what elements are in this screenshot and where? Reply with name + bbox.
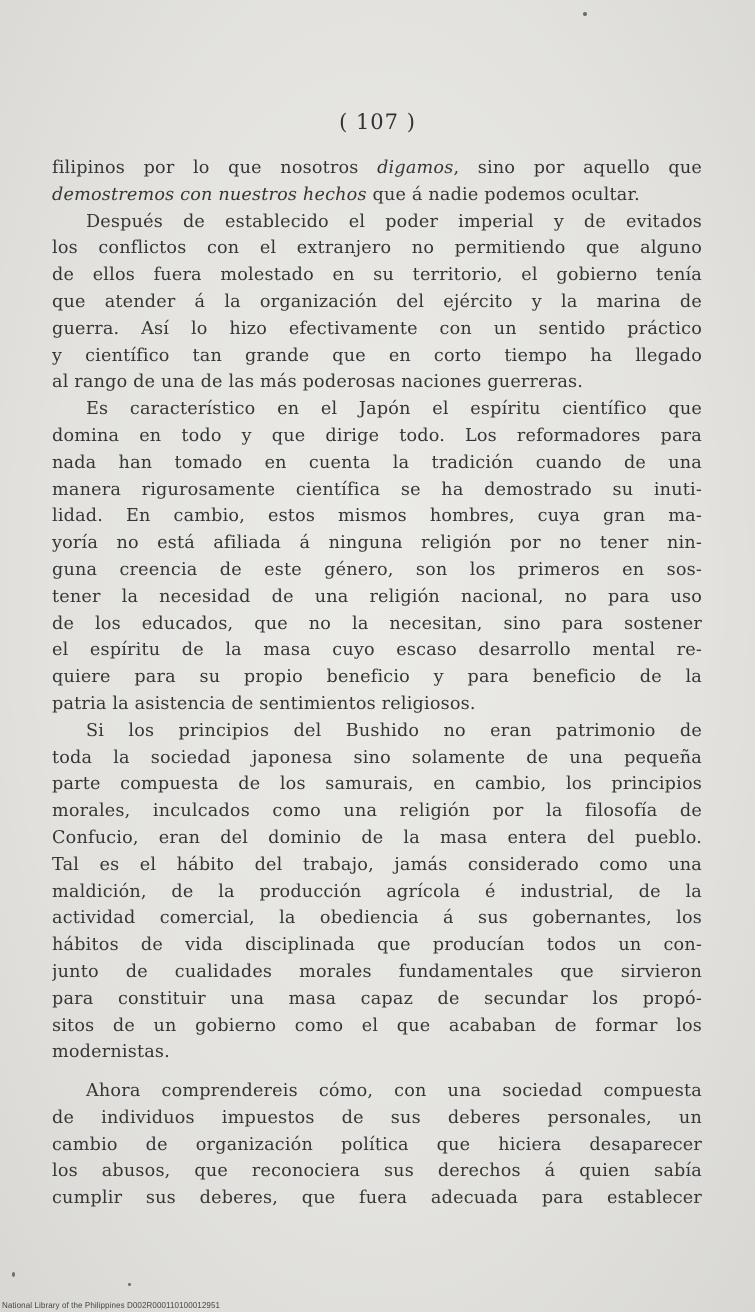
text-line bbox=[52, 209, 702, 236]
text-line bbox=[52, 718, 702, 745]
text-segment: cumplir sus deberes, que fuera adecuada para establecer bbox=[52, 1188, 702, 1209]
text-line bbox=[52, 530, 702, 557]
text-segment: domina en todo y que dirige todo. Los reformadores para bbox=[52, 425, 702, 446]
text-segment: , sino por aquello que bbox=[453, 158, 702, 178]
text-segment: que atender á la organización del ejército y la marina de bbox=[52, 291, 702, 312]
text-line bbox=[52, 423, 702, 450]
text-line bbox=[52, 557, 702, 584]
text-segment: actividad comercial, la obediencia á sus gobernantes, los bbox=[52, 908, 702, 929]
text-segment: maldición, de la producción agrícola é industrial, de la bbox=[52, 881, 702, 902]
text-segment: los conflictos con el extranjero no permitiendo que alguno bbox=[52, 238, 702, 259]
text-segment: Después de establecido el poder imperial y de evitados bbox=[86, 211, 702, 232]
text-line bbox=[52, 611, 702, 638]
text-line bbox=[52, 450, 702, 477]
text-segment: guna creencia de este género, son los primeros en sos- bbox=[52, 559, 702, 580]
text-line bbox=[52, 745, 702, 772]
text-segment: Confucio, eran del dominio de la masa entera del pueblo. bbox=[52, 827, 702, 848]
text-line bbox=[52, 1013, 702, 1040]
text-segment: nada han tomado en cuenta la tradición cuando de una bbox=[52, 452, 702, 473]
text-line bbox=[52, 664, 702, 691]
text-segment: yoría no está afiliada á ninguna religión por no tener nin- bbox=[52, 533, 702, 554]
text-line bbox=[52, 1105, 702, 1132]
text-segment: quiere para su propio beneficio y para beneficio de la bbox=[52, 667, 702, 688]
text-line bbox=[52, 1185, 702, 1212]
text-line bbox=[52, 771, 702, 798]
text-line bbox=[52, 182, 702, 209]
scan-speck bbox=[12, 1272, 15, 1277]
text-segment: para constituir una masa capaz de secundar los propó- bbox=[52, 988, 702, 1009]
text-line bbox=[52, 262, 702, 289]
text-line bbox=[52, 825, 702, 852]
text-segment: guerra. Así lo hizo efectivamente con un sentido práctico bbox=[52, 318, 702, 339]
text-segment: sitos de un gobierno como el que acababan de formar los bbox=[52, 1015, 702, 1036]
text-line bbox=[52, 289, 702, 316]
body-text bbox=[52, 155, 702, 1212]
text-segment: el espíritu de la masa cuyo escaso desarrollo mental re- bbox=[52, 640, 702, 661]
text-line bbox=[52, 477, 702, 504]
text-line bbox=[52, 235, 702, 262]
text-line bbox=[52, 798, 702, 825]
text-line bbox=[52, 879, 702, 906]
text-segment: filipinos por lo que nosotros bbox=[52, 158, 378, 178]
text-segment: Si los principios del Bushido no eran patrimonio de bbox=[86, 720, 702, 741]
text-segment: patria la asistencia de sentimientos religiosos. bbox=[52, 693, 476, 714]
text-segment: Es característico en el Japón el espíritu científico que bbox=[86, 399, 702, 420]
italic-text-segment: digamos bbox=[377, 158, 454, 178]
text-line bbox=[52, 959, 702, 986]
text-segment: junto de cualidades morales fundamentales que sirvieron bbox=[52, 961, 702, 982]
text-line bbox=[52, 986, 702, 1013]
text-segment: de individuos impuestos de sus deberes personales, un bbox=[52, 1107, 702, 1128]
text-segment: hábitos de vida disciplinada que producían todos un con- bbox=[52, 935, 702, 956]
scan-speck bbox=[128, 1283, 131, 1286]
scan-speck bbox=[583, 12, 587, 16]
text-line bbox=[52, 155, 702, 182]
text-segment: modernistas. bbox=[52, 1042, 170, 1063]
text-line bbox=[52, 396, 702, 423]
text-line bbox=[52, 852, 702, 879]
text-line bbox=[52, 1078, 702, 1105]
text-line bbox=[52, 637, 702, 664]
text-line bbox=[52, 1039, 702, 1066]
text-line bbox=[52, 932, 702, 959]
text-segment: tener la necesidad de una religión nacional, no para uso bbox=[52, 586, 702, 607]
scan-footer-caption: National Library of the Philippines D002R000110100012951 bbox=[2, 1301, 221, 1310]
text-segment: los abusos, que reconociera sus derechos á quien sabía bbox=[52, 1161, 702, 1182]
text-segment: de los educados, que no la necesitan, sino para sostener bbox=[52, 613, 702, 634]
text-line bbox=[52, 1158, 702, 1185]
text-line bbox=[52, 584, 702, 611]
text-segment: morales, inculcados como una religión por la filosofía de bbox=[52, 801, 702, 822]
text-segment: cambio de organización política que hiciera desaparecer bbox=[52, 1134, 702, 1155]
text-line bbox=[52, 503, 702, 530]
text-segment: que á nadie podemos ocultar. bbox=[366, 184, 640, 205]
page-number: ( 107 ) bbox=[339, 110, 416, 134]
text-segment: de ellos fuera molestado en su territorio, el gobierno tenía bbox=[52, 265, 702, 286]
text-segment: parte compuesta de los samurais, en cambio, los principios bbox=[52, 774, 702, 795]
text-segment: y científico tan grande que en corto tiempo ha llegado bbox=[52, 345, 702, 366]
text-segment: toda la sociedad japonesa sino solamente de una pequeña bbox=[52, 747, 702, 768]
text-line bbox=[52, 369, 702, 396]
text-segment: Tal es el hábito del trabajo, jamás considerado como una bbox=[52, 854, 702, 875]
text-line bbox=[52, 1132, 702, 1159]
text-segment: al rango de una de las más poderosas naciones guerreras. bbox=[52, 372, 584, 393]
italic-text-segment: demostremos con nuestros hechos bbox=[52, 184, 367, 205]
text-line bbox=[52, 905, 702, 932]
text-line bbox=[52, 316, 702, 343]
text-line bbox=[52, 343, 702, 370]
text-line bbox=[52, 691, 702, 718]
text-segment: lidad. En cambio, estos mismos hombres, cuya gran ma- bbox=[52, 506, 702, 527]
text-segment: Ahora comprendereis cómo, con una sociedad compuesta bbox=[86, 1081, 702, 1102]
text-segment: manera rigurosamente científica se ha demostrado su inuti- bbox=[52, 479, 702, 500]
